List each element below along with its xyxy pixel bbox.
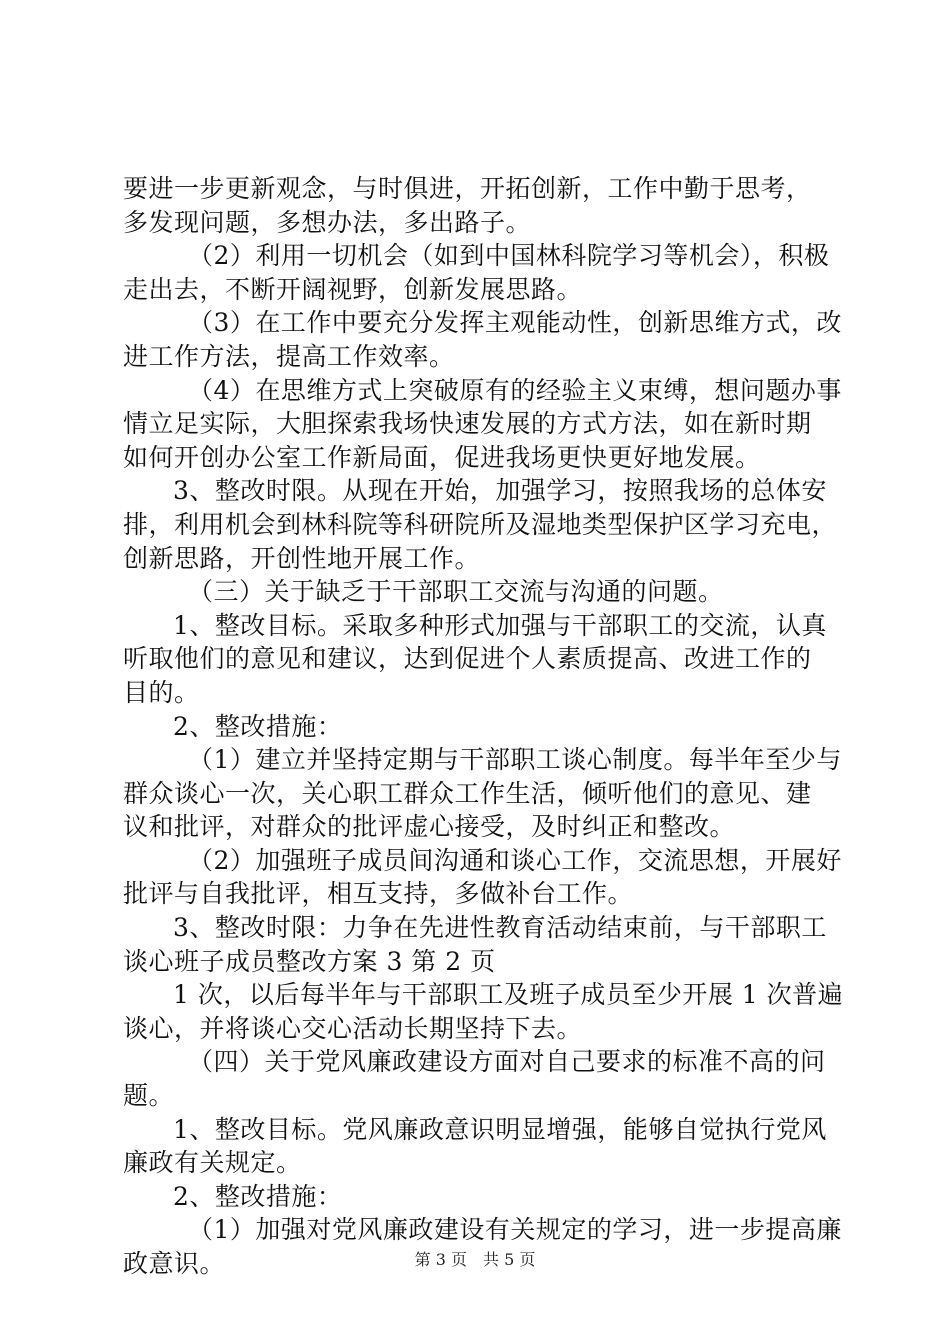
text-line: 1、整改目标。采取多种形式加强与干部职工的交流，认真 <box>173 610 827 640</box>
text-line: 廉政有关规定。 <box>123 1148 302 1178</box>
text-line: 要进一步更新观念，与时俱进，开拓创新，工作中勤于思考， <box>123 174 812 203</box>
text-line: 3、整改时限：力争在先进性教育活动结束前，与干部职工 <box>173 913 827 943</box>
text-line: （1）加强对党风廉政建设有关规定的学习，进一步提高廉 <box>188 1215 842 1245</box>
text-line: 1 次，以后每半年与干部职工及班子成员至少开展 1 次普遍 <box>173 980 844 1010</box>
text-line: 群众谈心一次，关心职工群众工作生活，倾听他们的意见、建 <box>123 778 812 808</box>
text-line: 政意识。 <box>123 1249 226 1278</box>
text-line: 多发现问题，多想办法，多出路子。 <box>123 207 532 237</box>
text-line: 2、整改措施： <box>173 711 343 741</box>
document-body <box>123 172 844 1281</box>
text-line: （4）在思维方式上突破原有的经验主义束缚，想问题办事 <box>188 375 842 405</box>
text-line: 谈心班子成员整改方案 3 第 2 页 <box>123 946 496 976</box>
section-heading: （三）关于缺乏于干部职工交流与沟通的问题。 <box>188 577 724 607</box>
text-line: （2）利用一切机会（如到中国林科院学习等机会），积极 <box>188 241 830 271</box>
text-line: 3、整改时限。从现在开始，加强学习，按照我场的总体安 <box>173 476 827 506</box>
text-line: 走出去，不断开阔视野，创新发展思路。 <box>123 274 583 304</box>
text-line: （3）在工作中要充分发挥主观能动性，创新思维方式，改 <box>188 308 842 338</box>
page-footer: 第 3 页 共 5 页 <box>414 1250 536 1269</box>
text-line: 题。 <box>123 1081 175 1111</box>
text-line: 谈心，并将谈心交心活动长期坚持下去。 <box>123 1013 583 1043</box>
text-line: （2）加强班子成员间沟通和谈心工作，交流思想，开展好 <box>188 845 842 875</box>
text-line: 如何开创办公室工作新局面，促进我场更快更好地发展。 <box>123 442 761 472</box>
text-line: 情立足实际，大胆探索我场快速发展的方式方法，如在新时期 <box>123 409 812 439</box>
text-line: 批评与自我批评，相互支持，多做补台工作。 <box>123 879 634 909</box>
text-line: 1、整改目标。党风廉政意识明显增强，能够自觉执行党风 <box>173 1114 827 1144</box>
text-line: 目的。 <box>123 677 200 707</box>
text-line: 2、整改措施： <box>173 1181 343 1211</box>
text-line: 进工作方法，提高工作效率。 <box>123 341 455 371</box>
text-line: 排，利用机会到林科院等科研院所及湿地类型保护区学习充电， <box>123 509 838 539</box>
text-line: 创新思路，开创性地开展工作。 <box>123 543 481 573</box>
text-line: 议和批评，对群众的批评虚心接受，及时纠正和整改。 <box>123 812 736 842</box>
section-heading: （四）关于党风廉政建设方面对自己要求的标准不高的问 <box>188 1047 826 1077</box>
text-line: （1）建立并坚持定期与干部职工谈心制度。每半年至少与 <box>188 745 842 775</box>
text-line: 听取他们的意见和建议，达到促进个人素质提高、改进工作的 <box>123 644 812 674</box>
